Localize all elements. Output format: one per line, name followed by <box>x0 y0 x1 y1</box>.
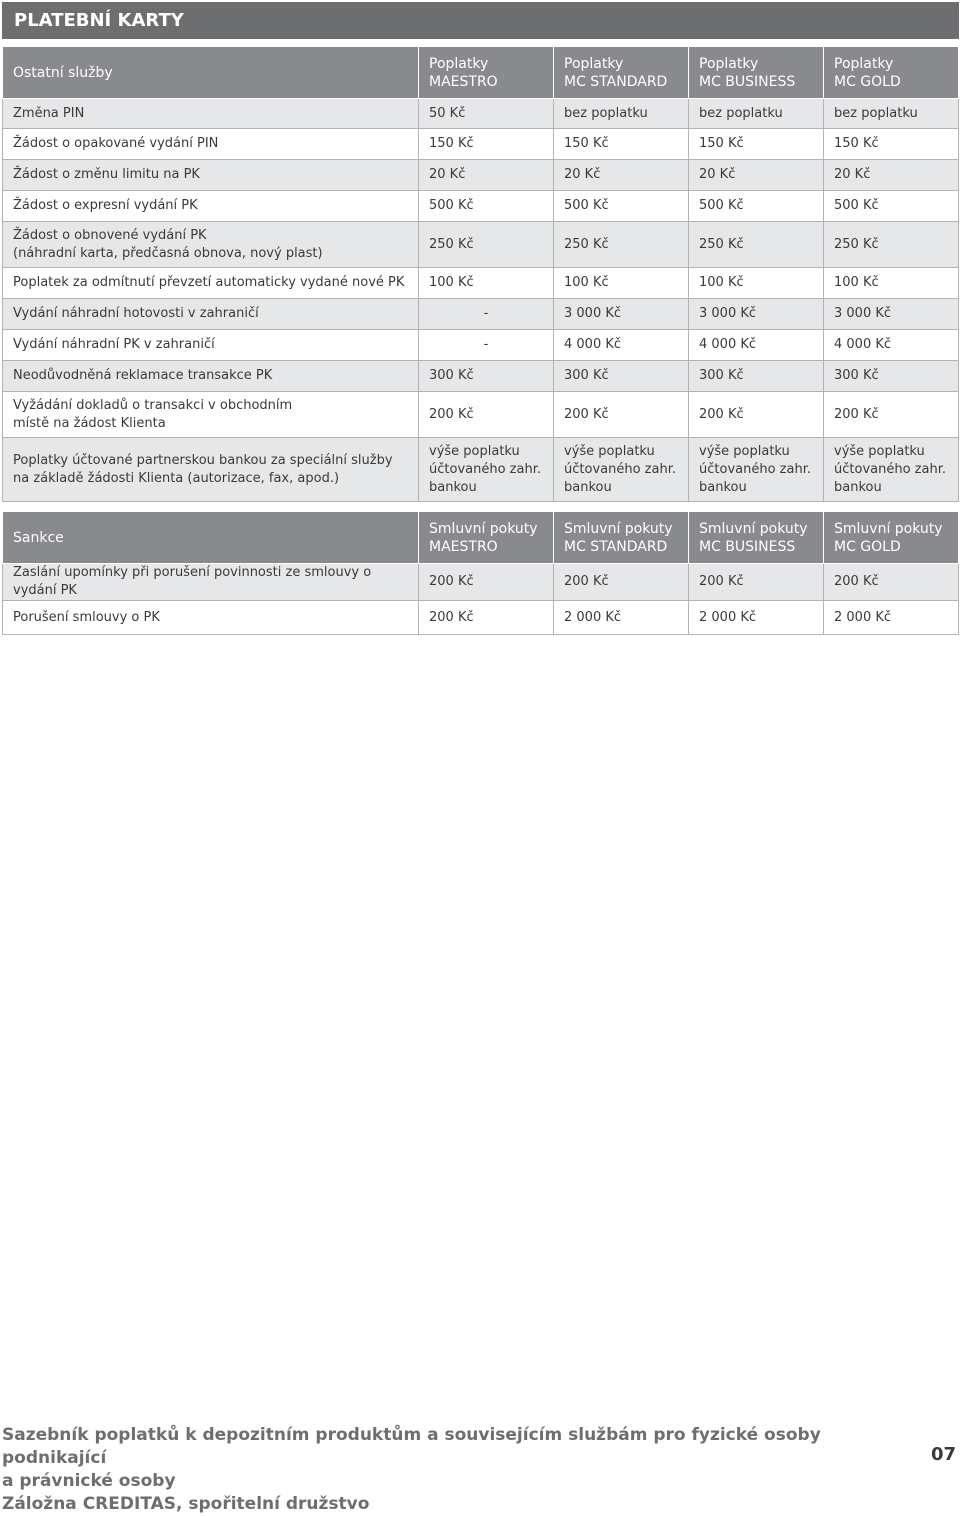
fee-value-cell <box>689 99 824 129</box>
footer-line: a právnické osoby <box>2 1471 176 1491</box>
fee-value-cell <box>554 564 689 601</box>
row-label <box>3 299 419 330</box>
fee-value-cell <box>824 222 959 268</box>
fee-value-cell <box>419 361 554 392</box>
row-label-line: místě na žádost Klienta <box>13 415 166 431</box>
fee-value: 20 Kč <box>834 167 871 182</box>
fee-value: 100 Kč <box>699 275 744 290</box>
fee-value-cell <box>689 601 824 635</box>
row-label-line: Žádost o obnovené vydání PK <box>13 227 207 243</box>
fee-value-cell <box>824 99 959 129</box>
fee-value: 500 Kč <box>834 198 879 213</box>
header-cell: Smluvní pokuty MC BUSINESS <box>689 512 824 564</box>
table-row <box>3 601 959 635</box>
header-cell: Poplatky MC BUSINESS <box>689 47 824 99</box>
row-label-line: Žádost o opakované vydání PIN <box>13 136 219 151</box>
fee-value: účtovaného zahr. <box>834 461 946 477</box>
row-label-line: Žádost o expresní vydání PK <box>13 198 198 213</box>
fee-value: 4 000 Kč <box>834 337 892 352</box>
fee-value-cell <box>824 438 959 502</box>
fee-value-cell <box>824 129 959 160</box>
row-label-line: Poplatek za odmítnutí převzetí automaticky vydané nové PK <box>13 275 405 290</box>
fee-value: 250 Kč <box>429 236 474 252</box>
row-label-line: na základě žádosti Klienta (autorizace, fax, apod.) <box>13 470 340 486</box>
fee-value-cell <box>554 160 689 191</box>
fee-value: bankou <box>699 479 747 495</box>
table-row <box>3 99 959 129</box>
fee-value-cell <box>824 564 959 601</box>
fee-value-cell <box>689 392 824 438</box>
fee-value-cell <box>689 129 824 160</box>
fee-value: bez poplatku <box>564 105 648 121</box>
fee-value-cell <box>554 191 689 222</box>
fee-value-cell <box>689 361 824 392</box>
row-label-line: Změna PIN <box>13 105 85 121</box>
fee-value-cell <box>419 392 554 438</box>
fee-value: 250 Kč <box>564 236 609 252</box>
fee-value-cell <box>419 160 554 191</box>
fee-value-cell <box>419 268 554 299</box>
fee-value-cell <box>824 160 959 191</box>
fee-value-cell <box>419 564 554 601</box>
fee-value: výše poplatku <box>429 443 520 459</box>
fee-value-cell <box>689 268 824 299</box>
header-cell: Poplatky MAESTRO <box>419 47 554 99</box>
row-label <box>3 438 419 502</box>
fee-value: účtovaného zahr. <box>699 461 811 477</box>
fee-value-cell <box>554 438 689 502</box>
fee-value-cell <box>419 299 554 330</box>
fee-value: 300 Kč <box>834 368 879 383</box>
fee-value: 100 Kč <box>429 275 474 290</box>
fee-value: 300 Kč <box>699 368 744 383</box>
fee-value-cell <box>824 330 959 361</box>
fee-value: 3 000 Kč <box>699 306 757 321</box>
fee-value: 200 Kč <box>699 406 744 422</box>
fee-value: 500 Kč <box>429 198 474 213</box>
fee-value: výše poplatku <box>834 443 925 459</box>
fee-value-cell <box>824 191 959 222</box>
row-label <box>3 361 419 392</box>
services-fee-table <box>2 46 959 502</box>
fee-value: 300 Kč <box>429 368 474 383</box>
row-label-line: Vydání náhradní hotovosti v zahraničí <box>13 306 259 321</box>
footer-line: Sazebník poplatků k depozitním produktům a souvisejícím službám pro fyzické osoby podnikající <box>2 1425 821 1468</box>
fee-value: - <box>483 337 489 352</box>
fee-value-cell <box>554 392 689 438</box>
fee-value: výše poplatku <box>564 443 655 459</box>
fee-value-cell <box>554 330 689 361</box>
fee-value: účtovaného zahr. <box>429 461 541 477</box>
fee-value: 4 000 Kč <box>564 337 622 352</box>
row-label <box>3 330 419 361</box>
fee-value: 2 000 Kč <box>834 609 892 625</box>
fee-value-cell <box>824 268 959 299</box>
row-label <box>3 392 419 438</box>
fee-value: 2 000 Kč <box>564 609 622 625</box>
row-label <box>3 268 419 299</box>
fee-value: bankou <box>429 479 477 495</box>
table-row <box>3 299 959 330</box>
fee-value: 150 Kč <box>834 136 879 151</box>
fee-value: 200 Kč <box>564 574 609 589</box>
header-cell: Poplatky MC GOLD <box>824 47 959 99</box>
fee-value: 2 000 Kč <box>699 609 757 625</box>
row-label <box>3 191 419 222</box>
footer-line: Záložna CREDITAS, spořitelní družstvo <box>2 1494 370 1514</box>
page-number: 07 <box>930 1444 956 1465</box>
row-label-line: Neodůvodněná reklamace transakce PK <box>13 368 273 383</box>
row-label-line: Vyžádání dokladů o transakci v obchodním <box>13 397 293 413</box>
fee-value: 200 Kč <box>429 609 474 625</box>
fee-value-cell <box>824 601 959 635</box>
fee-value-cell <box>554 99 689 129</box>
fee-value: bez poplatku <box>699 105 783 121</box>
services-header-row <box>3 47 959 99</box>
header-cell: Poplatky MC STANDARD <box>554 47 689 99</box>
fee-value: 20 Kč <box>429 167 466 182</box>
table-row <box>3 268 959 299</box>
row-label <box>3 99 419 129</box>
fee-value-cell <box>689 299 824 330</box>
fee-value: 200 Kč <box>834 406 879 422</box>
fee-value-cell <box>419 191 554 222</box>
fee-value: 250 Kč <box>834 236 879 252</box>
fee-value-cell <box>554 361 689 392</box>
table-row <box>3 564 959 601</box>
row-label-line: Vydání náhradní PK v zahraničí <box>13 337 215 352</box>
fee-value-cell <box>419 601 554 635</box>
row-label-line: Porušení smlouvy o PK <box>13 609 160 625</box>
fee-value: bez poplatku <box>834 105 918 121</box>
fee-value: účtovaného zahr. <box>564 461 676 477</box>
fee-value-cell <box>419 99 554 129</box>
header-cell: Smluvní pokuty MAESTRO <box>419 512 554 564</box>
fee-value: 250 Kč <box>699 236 744 252</box>
fee-value-cell <box>689 438 824 502</box>
fee-value-cell <box>824 361 959 392</box>
table-row <box>3 438 959 502</box>
fee-value: 150 Kč <box>564 136 609 151</box>
table-row <box>3 191 959 222</box>
fee-value: 300 Kč <box>564 368 609 383</box>
fee-value: 200 Kč <box>429 406 474 422</box>
fee-value: 150 Kč <box>699 136 744 151</box>
sanctions-fee-table <box>2 511 959 635</box>
fee-value-cell <box>689 564 824 601</box>
row-label-line: Zaslání upomínky při porušení povinnosti ze smlouvy o vydání PK <box>13 565 372 598</box>
page-title: PLATEBNÍ KARTY <box>2 2 959 39</box>
fee-value: 200 Kč <box>564 406 609 422</box>
header-cell: Ostatní služby <box>3 47 419 99</box>
fee-value: 20 Kč <box>564 167 601 182</box>
fee-value: 50 Kč <box>429 105 466 121</box>
fee-value-cell <box>554 222 689 268</box>
fee-value-cell <box>689 222 824 268</box>
header-cell: Sankce <box>3 512 419 564</box>
fee-value: 100 Kč <box>564 275 609 290</box>
fee-value: 200 Kč <box>834 574 879 589</box>
fee-value: 500 Kč <box>699 198 744 213</box>
sanctions-header-row <box>3 512 959 564</box>
fee-value: 100 Kč <box>834 275 879 290</box>
row-label <box>3 222 419 268</box>
row-label <box>3 564 419 601</box>
fee-value-cell <box>689 160 824 191</box>
fee-value: 500 Kč <box>564 198 609 213</box>
row-label-line: Žádost o změnu limitu na PK <box>13 167 200 182</box>
fee-value: bankou <box>564 479 612 495</box>
fee-value-cell <box>824 299 959 330</box>
row-label <box>3 160 419 191</box>
fee-value-cell <box>554 601 689 635</box>
fee-value: bankou <box>834 479 882 495</box>
table-row <box>3 160 959 191</box>
fee-value: 200 Kč <box>699 574 744 589</box>
fee-value-cell <box>824 392 959 438</box>
footer-document-title <box>2 1424 902 1516</box>
fee-value: 3 000 Kč <box>564 306 622 321</box>
fee-value-cell <box>419 330 554 361</box>
fee-value-cell <box>554 299 689 330</box>
fee-value: 4 000 Kč <box>699 337 757 352</box>
table-row <box>3 392 959 438</box>
fee-value-cell <box>419 129 554 160</box>
fee-value: 200 Kč <box>429 574 474 589</box>
fee-value-cell <box>419 438 554 502</box>
table-row <box>3 129 959 160</box>
fee-value: 150 Kč <box>429 136 474 151</box>
fee-value-cell <box>689 330 824 361</box>
row-label-line: (náhradní karta, předčasná obnova, nový plast) <box>13 245 323 261</box>
fee-value-cell <box>554 268 689 299</box>
row-label <box>3 601 419 635</box>
row-label <box>3 129 419 160</box>
fee-value: - <box>483 306 489 321</box>
fee-value-cell <box>419 222 554 268</box>
row-label-line: Poplatky účtované partnerskou bankou za speciální služby <box>13 452 393 468</box>
fee-value: 20 Kč <box>699 167 736 182</box>
table-row <box>3 330 959 361</box>
fee-value-cell <box>554 129 689 160</box>
fee-value-cell <box>689 191 824 222</box>
table-row <box>3 361 959 392</box>
fee-value: 3 000 Kč <box>834 306 892 321</box>
header-cell: Smluvní pokuty MC GOLD <box>824 512 959 564</box>
header-cell: Smluvní pokuty MC STANDARD <box>554 512 689 564</box>
fee-value: výše poplatku <box>699 443 790 459</box>
table-row <box>3 222 959 268</box>
